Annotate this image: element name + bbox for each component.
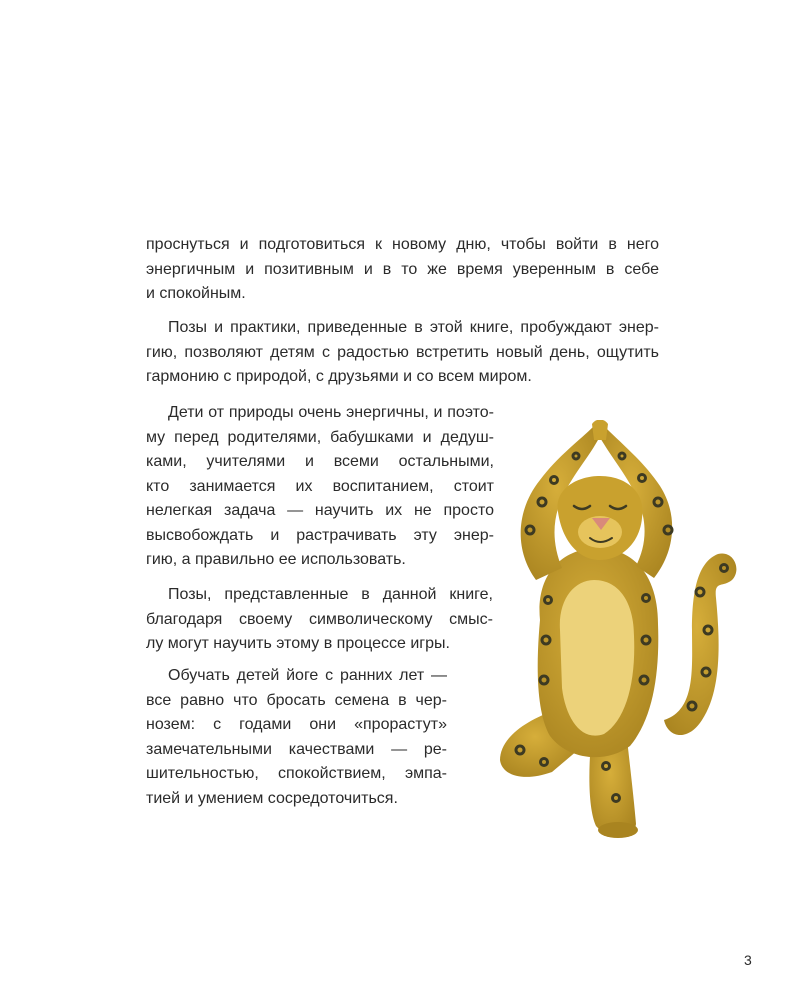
jaguar-foot [598,822,638,838]
paragraph-3 [146,401,494,573]
text-line: лу могут научить этому в процессе игры. [146,635,450,652]
paragraph-4 [146,583,493,657]
text-line: Позы, представленные в данной книге, [168,586,493,603]
page-number: 3 [744,952,752,968]
text-line: Обучать детей йоге с ранних лет — [168,667,447,684]
paragraph-1 [146,233,659,307]
text-line: ками, учителями и всеми остальными, [146,453,494,470]
text-line: кто занимается их воспитанием, стоит [146,477,494,495]
text-line: энергичным и позитивным и в то же время уверенным в себе [146,260,659,278]
text-line: нозем: с годами они «прорастут» [146,716,447,733]
text-line: Позы и практики, приведенные в этой книге, пробуждают энер- [168,319,659,336]
text-line: благодаря своему символическому смыс- [146,610,493,628]
text-line: нелегкая задача — научить их не просто [146,502,494,519]
text-line: шительностью, спокойствием, эмпа- [146,765,447,782]
text-line: гармонию с природой, с друзьями и со всем миром. [146,368,532,385]
jaguar-hands [592,420,608,440]
text-line: высвобождать и растрачивать эту энер- [146,526,494,544]
text-line: проснуться и подготовиться к новому дню, чтобы войти в него [146,236,659,253]
text-line: му перед родителями, бабушками и дедуш- [146,428,494,446]
text-line: тией и умением сосредоточиться. [146,789,398,807]
text-line: и спокойным. [146,285,246,302]
text-line: все равно что бросать семена в чер- [146,691,447,709]
text-line: Дети от природы очень энергичны, и поэто- [168,404,494,421]
paragraph-5 [146,664,447,811]
text-line: гию, позволяют детям с радостью встретить новый день, ощутить [146,343,659,361]
jaguar-illustration [496,420,742,842]
jaguar-tail [664,553,736,735]
text-line: гию, а правильно ее использовать. [146,551,406,568]
paragraph-2 [146,316,659,390]
text-line: замечательными качествами — ре- [146,740,447,758]
